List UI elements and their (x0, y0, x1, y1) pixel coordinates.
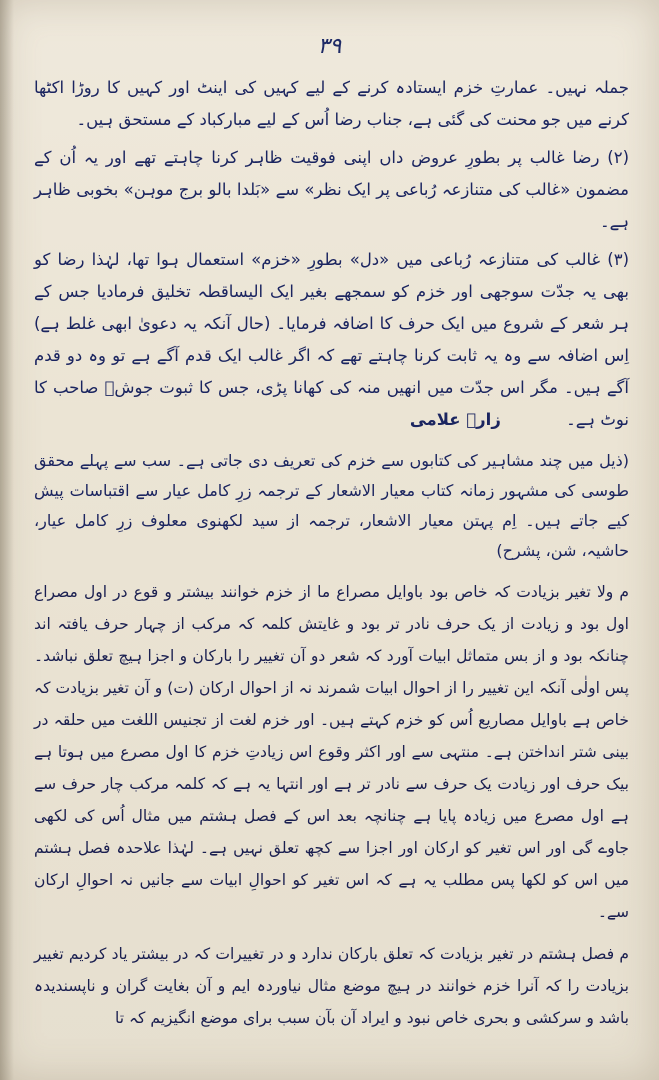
page-number: ۳۹ (317, 34, 342, 59)
paragraph-persian-quote-2: م فصل ہشتم در تغیر بزیادت کہ تعلق بارکان ندارد و در تغییرات کہ در بیشتر یاد کردیم تغییر بزیادت را کہ آنرا خزم خوانند در ہیچ موضع مثال نیاوردہ ایم و آن بغایت گران و ناپسندیدہ باشد و سرکشی و بحری خاص نبود و ایراد آن بآن سبب برای موضع انگیزیم کہ تا (34, 945, 629, 1027)
author-signature: زارؔ علامی (409, 410, 501, 429)
page-body (34, 72, 629, 1060)
paragraph-point-3 (34, 244, 629, 436)
paragraph-point-3-text: (۳) غالب کی متنازعہ رُباعی میں «دل» بطورِ «خزم» استعمال ہوا تھا، لہٰذا رضا کو بھی یہ جدّت سوجھی اور خزم کو سمجھے بغیر ایک الیساقطہ تخلیق فرمادیا جس کے ہر شعر کے شروع میں ایک حرف کا اضافہ فرمایا۔ (حال آنکہ یہ دعویٰ ابھی غلط ہے) اِس اضافہ سے وہ یہ ثابت کرنا چاہتے تھے کہ اگر غالب ایک قدم آگے ہے تو وہ دو قدم آگے ہیں۔ مگر اس جدّت میں انھیں منہ کی کھانا پڑی، جس کا ثبوت جوشؔ صاحب کا نوٹ ہے۔ (34, 250, 629, 429)
paragraph-persian-quote-1: م ولا تغیر بزیادت کہ خاص بود باوایل مصراع ما از خزم خوانند بیشتر و قوع در اول مصراع اول بود و زیادت از یک حرف نادر تر بود و غایتش کلمہ کہ مرکب از چہار حرف یافتہ اند چنانکہ بود و از بس متماثل ابیات آورد کہ شعر دو آن تغییر را بارکان و اجزا ہیچ تعلق نباشد۔ پس اولٰی آنکہ این تغییر را از احوال ابیات شمرند نہ از احوال ارکان (ت) و آن تغیر بزیادت کہ خاص ہے باوایل مصاریع اُس کو خزم کہتے ہیں۔ اور خزم لغت از تجنیس اللغت میں حلقہ در بینی شتر انداختن ہے۔ منتہی سے اور اکثر وقوع اس زیادتِ خزم کا اول مصرع میں ہوتا ہے بیک حرف اور زیادت یک حرف سے نادر تر ہے اور انتہا یہ ہے کہ کلمہ مرکب چار حرف سے ہے اول مصرع میں زیادہ پایا ہے چنانچہ بعد اس کے فصل ہشتم میں مثال اُس کی لکھی جاوے گی اور اس تغیر کو ارکان اور اجزا سے کچھ تعلق نہیں ہے۔ لہٰذا علاحدہ فصل ہشتم میں اس کو لکھا پس مطلب یہ ہے کہ اس تغیر کو احوالِ ابیات سے جانیں نہ احوالِ ارکان سے۔ (34, 583, 629, 921)
paragraph-intro: جملہ نہیں۔ عمارتِ خزم ایستادہ کرنے کے لیے کہیں کی اینٹ اور کہیں کا روڑا اکٹھا کرنے میں جو محنت کی گئی ہے، جناب رضا اُس کے لیے مبارکباد کے مستحق ہیں۔ (34, 78, 629, 129)
paragraph-references-note: (ذیل میں چند مشاہیر کی کتابوں سے خزم کی تعریف دی جاتی ہے۔ سب سے پہلے محقق طوسی کی مشہور زمانہ کتاب معیار الاشعار کے ترجمہ زرِ کامل عیار سے اقتباسات پیش کیے جاتے ہیں۔ اِم پہتن معیار الاشعار، ترجمہ از سید لکھنوی معلوف زرِ کامل عیار، حاشیہ، شن، پشرح) (34, 451, 629, 560)
paragraph-point-2: (۲) رضا غالب پر بطورِ عروض داں اپنی فوقیت ظاہر کرنا چاہتے تھے اور یہ اُن کے مضمون «غالب کی متنازعہ رُباعی پر ایک نظر» سے «بَلدا بالو برج موہن» بخوبی ظاہر ہے۔ (34, 148, 629, 231)
